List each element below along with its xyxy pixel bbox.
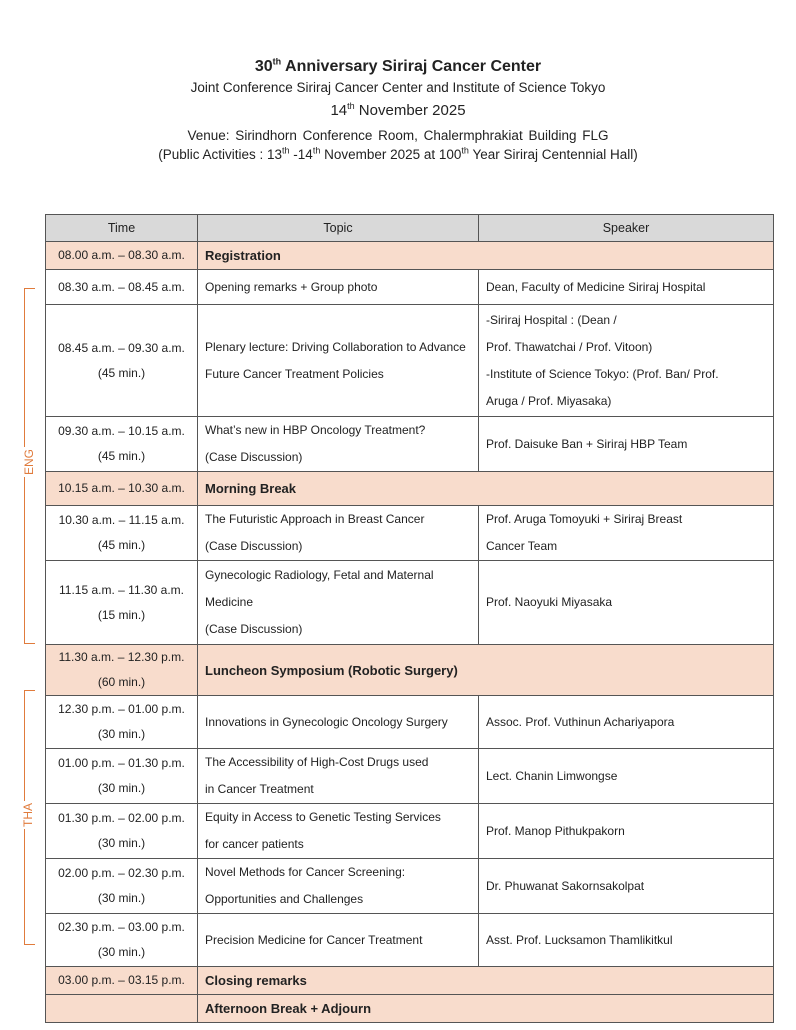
conference-date: 14th November 2025 (330, 101, 466, 119)
table-row (46, 561, 774, 645)
row-time: 12.30 p.m. – 01.00 p.m. (30 min.) (46, 696, 198, 749)
row-speaker: -Siriraj Hospital : (Dean / Prof. Thawatchai / Prof. Vitoon) -Institute of Science Tokyo: (Prof. Ban/ Prof. Aruga / Prof. Miyasaka) (479, 305, 774, 417)
row-time: 08.00 a.m. – 08.30 a.m. (46, 242, 198, 270)
venue: Venue: Sirindhorn Conference Room, Chalermphrakiat Building FLG (187, 128, 609, 143)
row-topic: Innovations in Gynecologic Oncology Surgery (198, 696, 479, 749)
row-time: 09.30 a.m. – 10.15 a.m. (45 min.) (46, 417, 198, 472)
row-topic: Opening remarks + Group photo (198, 270, 479, 305)
row-speaker: Prof. Manop Pithukpakorn (479, 804, 774, 859)
table-row (46, 749, 774, 804)
table-row (46, 859, 774, 914)
row-topic: Gynecologic Radiology, Fetal and Maternal Medicine (Case Discussion) (198, 561, 479, 645)
table-row (46, 804, 774, 859)
row-speaker: Dean, Faculty of Medicine Siriraj Hospital (479, 270, 774, 305)
document-header (0, 58, 796, 162)
row-speaker: Prof. Aruga Tomoyuki + Siriraj Breast Cancer Team (479, 506, 774, 561)
row-time: 02.30 p.m. – 03.00 p.m. (30 min.) (46, 914, 198, 967)
row-speaker: Prof. Naoyuki Miyasaka (479, 561, 774, 645)
row-time: 11.15 a.m. – 11.30 a.m. (15 min.) (46, 561, 198, 645)
row-speaker: Assoc. Prof. Vuthinun Achariyapora (479, 696, 774, 749)
row-speaker: Lect. Chanin Limwongse (479, 749, 774, 804)
row-topic: Closing remarks (198, 967, 774, 995)
header-topic: Topic (198, 215, 479, 242)
row-time: 10.30 a.m. – 11.15 a.m. (45 min.) (46, 506, 198, 561)
table-row (46, 305, 774, 417)
table-row (46, 270, 774, 305)
row-topic: Registration (198, 242, 774, 270)
row-time: 01.00 p.m. – 01.30 p.m. (30 min.) (46, 749, 198, 804)
row-topic: What’s new in HBP Oncology Treatment? (Case Discussion) (198, 417, 479, 472)
row-topic: Afternoon Break + Adjourn (198, 995, 774, 1023)
table-row (46, 995, 774, 1023)
header-speaker: Speaker (479, 215, 774, 242)
row-topic: Equity in Access to Genetic Testing Services for cancer patients (198, 804, 479, 859)
tha-label: THA (21, 803, 35, 827)
table-row (46, 417, 774, 472)
table-row (46, 696, 774, 749)
row-topic: Precision Medicine for Cancer Treatment (198, 914, 479, 967)
table-row (46, 472, 774, 506)
table-row (46, 242, 774, 270)
public-activities: (Public Activities : 13th -14th November 2025 at 100th Year Siriraj Centennial Hall) (158, 145, 638, 162)
table-row (46, 645, 774, 696)
table-row (46, 506, 774, 561)
row-time: 08.30 a.m. – 08.45 a.m. (46, 270, 198, 305)
row-speaker: Prof. Daisuke Ban + Siriraj HBP Team (479, 417, 774, 472)
row-time: 01.30 p.m. – 02.00 p.m. (30 min.) (46, 804, 198, 859)
conference-subtitle: Joint Conference Siriraj Cancer Center and Institute of Science Tokyo (190, 80, 606, 95)
row-speaker: Dr. Phuwanat Sakornsakolpat (479, 859, 774, 914)
row-time (46, 995, 198, 1023)
row-time: 03.00 p.m. – 03.15 p.m. (46, 967, 198, 995)
table-row (46, 914, 774, 967)
header-time: Time (46, 215, 198, 242)
row-time: 11.30 a.m. – 12.30 p.m. (60 min.) (46, 645, 198, 696)
row-time: 08.45 a.m. – 09.30 a.m. (45 min.) (46, 305, 198, 417)
row-time: 02.00 p.m. – 02.30 p.m. (30 min.) (46, 859, 198, 914)
eng-label: ENG (22, 448, 37, 476)
row-time: 10.15 a.m. – 10.30 a.m. (46, 472, 198, 506)
row-topic: Plenary lecture: Driving Collaboration to Advance Future Cancer Treatment Policies (198, 305, 479, 417)
table-header-row (46, 215, 774, 242)
row-topic: The Accessibility of High-Cost Drugs used in Cancer Treatment (198, 749, 479, 804)
row-topic: The Futuristic Approach in Breast Cancer (Case Discussion) (198, 506, 479, 561)
row-topic: Luncheon Symposium (Robotic Surgery) (198, 645, 774, 696)
anniversary-title: 30th Anniversary Siriraj Cancer Center (254, 56, 542, 75)
agenda-table (45, 214, 774, 1023)
row-topic: Morning Break (198, 472, 774, 506)
table-row (46, 967, 774, 995)
row-topic: Novel Methods for Cancer Screening: Opportunities and Challenges (198, 859, 479, 914)
row-speaker: Asst. Prof. Lucksamon Thamlikitkul (479, 914, 774, 967)
